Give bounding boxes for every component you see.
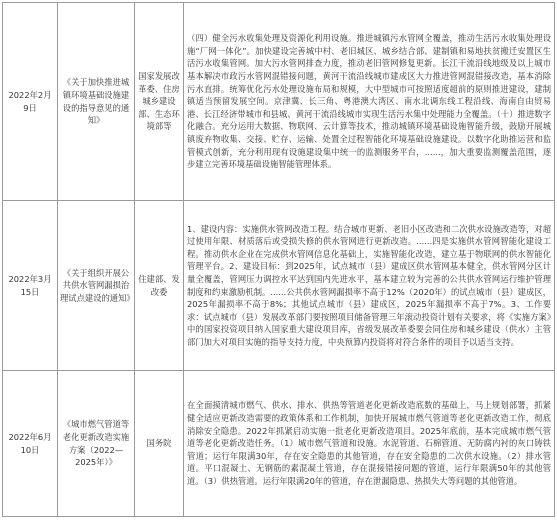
table-row xyxy=(3,3,555,201)
content-cell: （四）健全污水收集处理及资源化利用设施。推进城镇污水管网全覆盖，推动生活污水收集处理设施“厂网一体化”。加快建设完善城中村、老旧城区、城乡结合部、建制镇和易地扶贫搬迁安置区生活污水收集管网。加大污水管网排查力度，推动老旧管网修复更新。长江干流沿线地级及以上城市基本解决市政污水管网混错接问题，黄河干流沿线城市建成区大力推进管网混错接改造，基本消除污水直排。统筹优化污水处理设施布局和规模，大中型城市可按照适度超前的原则推进建设，建制镇适当预留发展空间。京津冀、长三角、粤港澳大湾区、南水北调东线工程沿线、海南自由贸易港、长江经济带城市和县城、黄河干流沿线城市实现生活污水集中处理能力全覆盖。（十）推进数字化融合。充分运用大数据、物联网、云计算等技术，推动城镇环境基础设施智能升级，鼓励开展城镇废弃物收集、交接、贮存、运输、处置全过程智能化环境基础设施建设。以数字化助推运营和监管模式创新，充分利用现有设施建设集中统一的监测服务平台，......，加大重要监测覆盖范围，逐步建立完善环境基础设施智能管理体系。 xyxy=(184,3,555,201)
date-cell: 2022年3月15日 xyxy=(3,201,58,371)
date-cell: 2022年6月10日 xyxy=(3,371,58,517)
content-cell: 1、建设内容：实施供水管网改造工程。结合城市更新、老旧小区改造和二次供水设施改造等，对超过使用年限、材质落后或受损失修的供水管网进行更新改造。......四是实施供水管网智能化建设工程。推动供水企业在完成供水管网信息化基础上，实施智能化改造，建立基于物联网的供水智能化管理平台。2、建设目标：到2025年，试点城市（县）建成区供水管网基本健全，供水管网分区计量全覆盖，管网压力调控水平达到国内先进水平，基本建立较为完善的公共供水管网运行维护管理制度和约束激励机制。......公共供水管网漏损率不高于12%（2020年）的试点城市（县）建成区，2025年漏损率不高于8%；其他试点城市（县）建成区，2025年漏损率不高于7%。3、工作要求：试点城市（县）发展改革部门要按照项目储备管理三年滚动投资计划有关要求，将《实施方案》中的国家投资项目纳入国家重大建设项目库，省级发展改革委要会同住房和城乡建设（供水）主管部门加大对项目实施的指导支持力度，中央预算内投资将对符合条件的项目予以适当支持。 xyxy=(184,201,555,371)
department-cell: 国家发展改革委、住房城乡建设部、生态环境部等 xyxy=(135,3,184,201)
table-row xyxy=(3,371,555,517)
policy-table xyxy=(2,2,555,517)
content-cell: 在全面摸清城市燃气、供水、排水、供热等管道老化更新改造底数的基础上，马上规划部署，抓紧健全适应更新改造需要的政策体系和工作机制，加快开展城市燃气管道等老化更新改造工作，彻底消除安全隐患。2022年抓紧启动实施一批老化更新改造项目。2025年底前，基本完成城市燃气管道等老化更新改造任务。（1）城市燃气管道和设施。水泥管道、石棉管道、无防腐内衬的灰口铸铁管道；运行年限满30年，存在安全隐患的其他管道，存在安全隐患的二次供水设施。（2）排水管道。平口混凝土、无钢筋的素混凝土管道，存在混接错接问题的管道，运行年限满50年的其他管道。（3）供热管道。运行年限满20年的管道，存在泄漏隐患、热损失大等问题的其他管道。 xyxy=(184,371,555,517)
document-cell: 《关于加快推进城镇环境基础设施建设的指导意见的通知》 xyxy=(58,3,135,201)
department-cell: 国务院 xyxy=(135,371,184,517)
document-cell: 《城市燃气管道等老化更新改造实施方案（2022—2025年）》 xyxy=(58,371,135,517)
document-cell: 《关于组织开展公共供水管网漏损治理试点建设的通知》 xyxy=(58,201,135,371)
date-cell: 2022年2月9日 xyxy=(3,3,58,201)
department-cell: 住建部、发改委 xyxy=(135,201,184,371)
table-row xyxy=(3,201,555,371)
